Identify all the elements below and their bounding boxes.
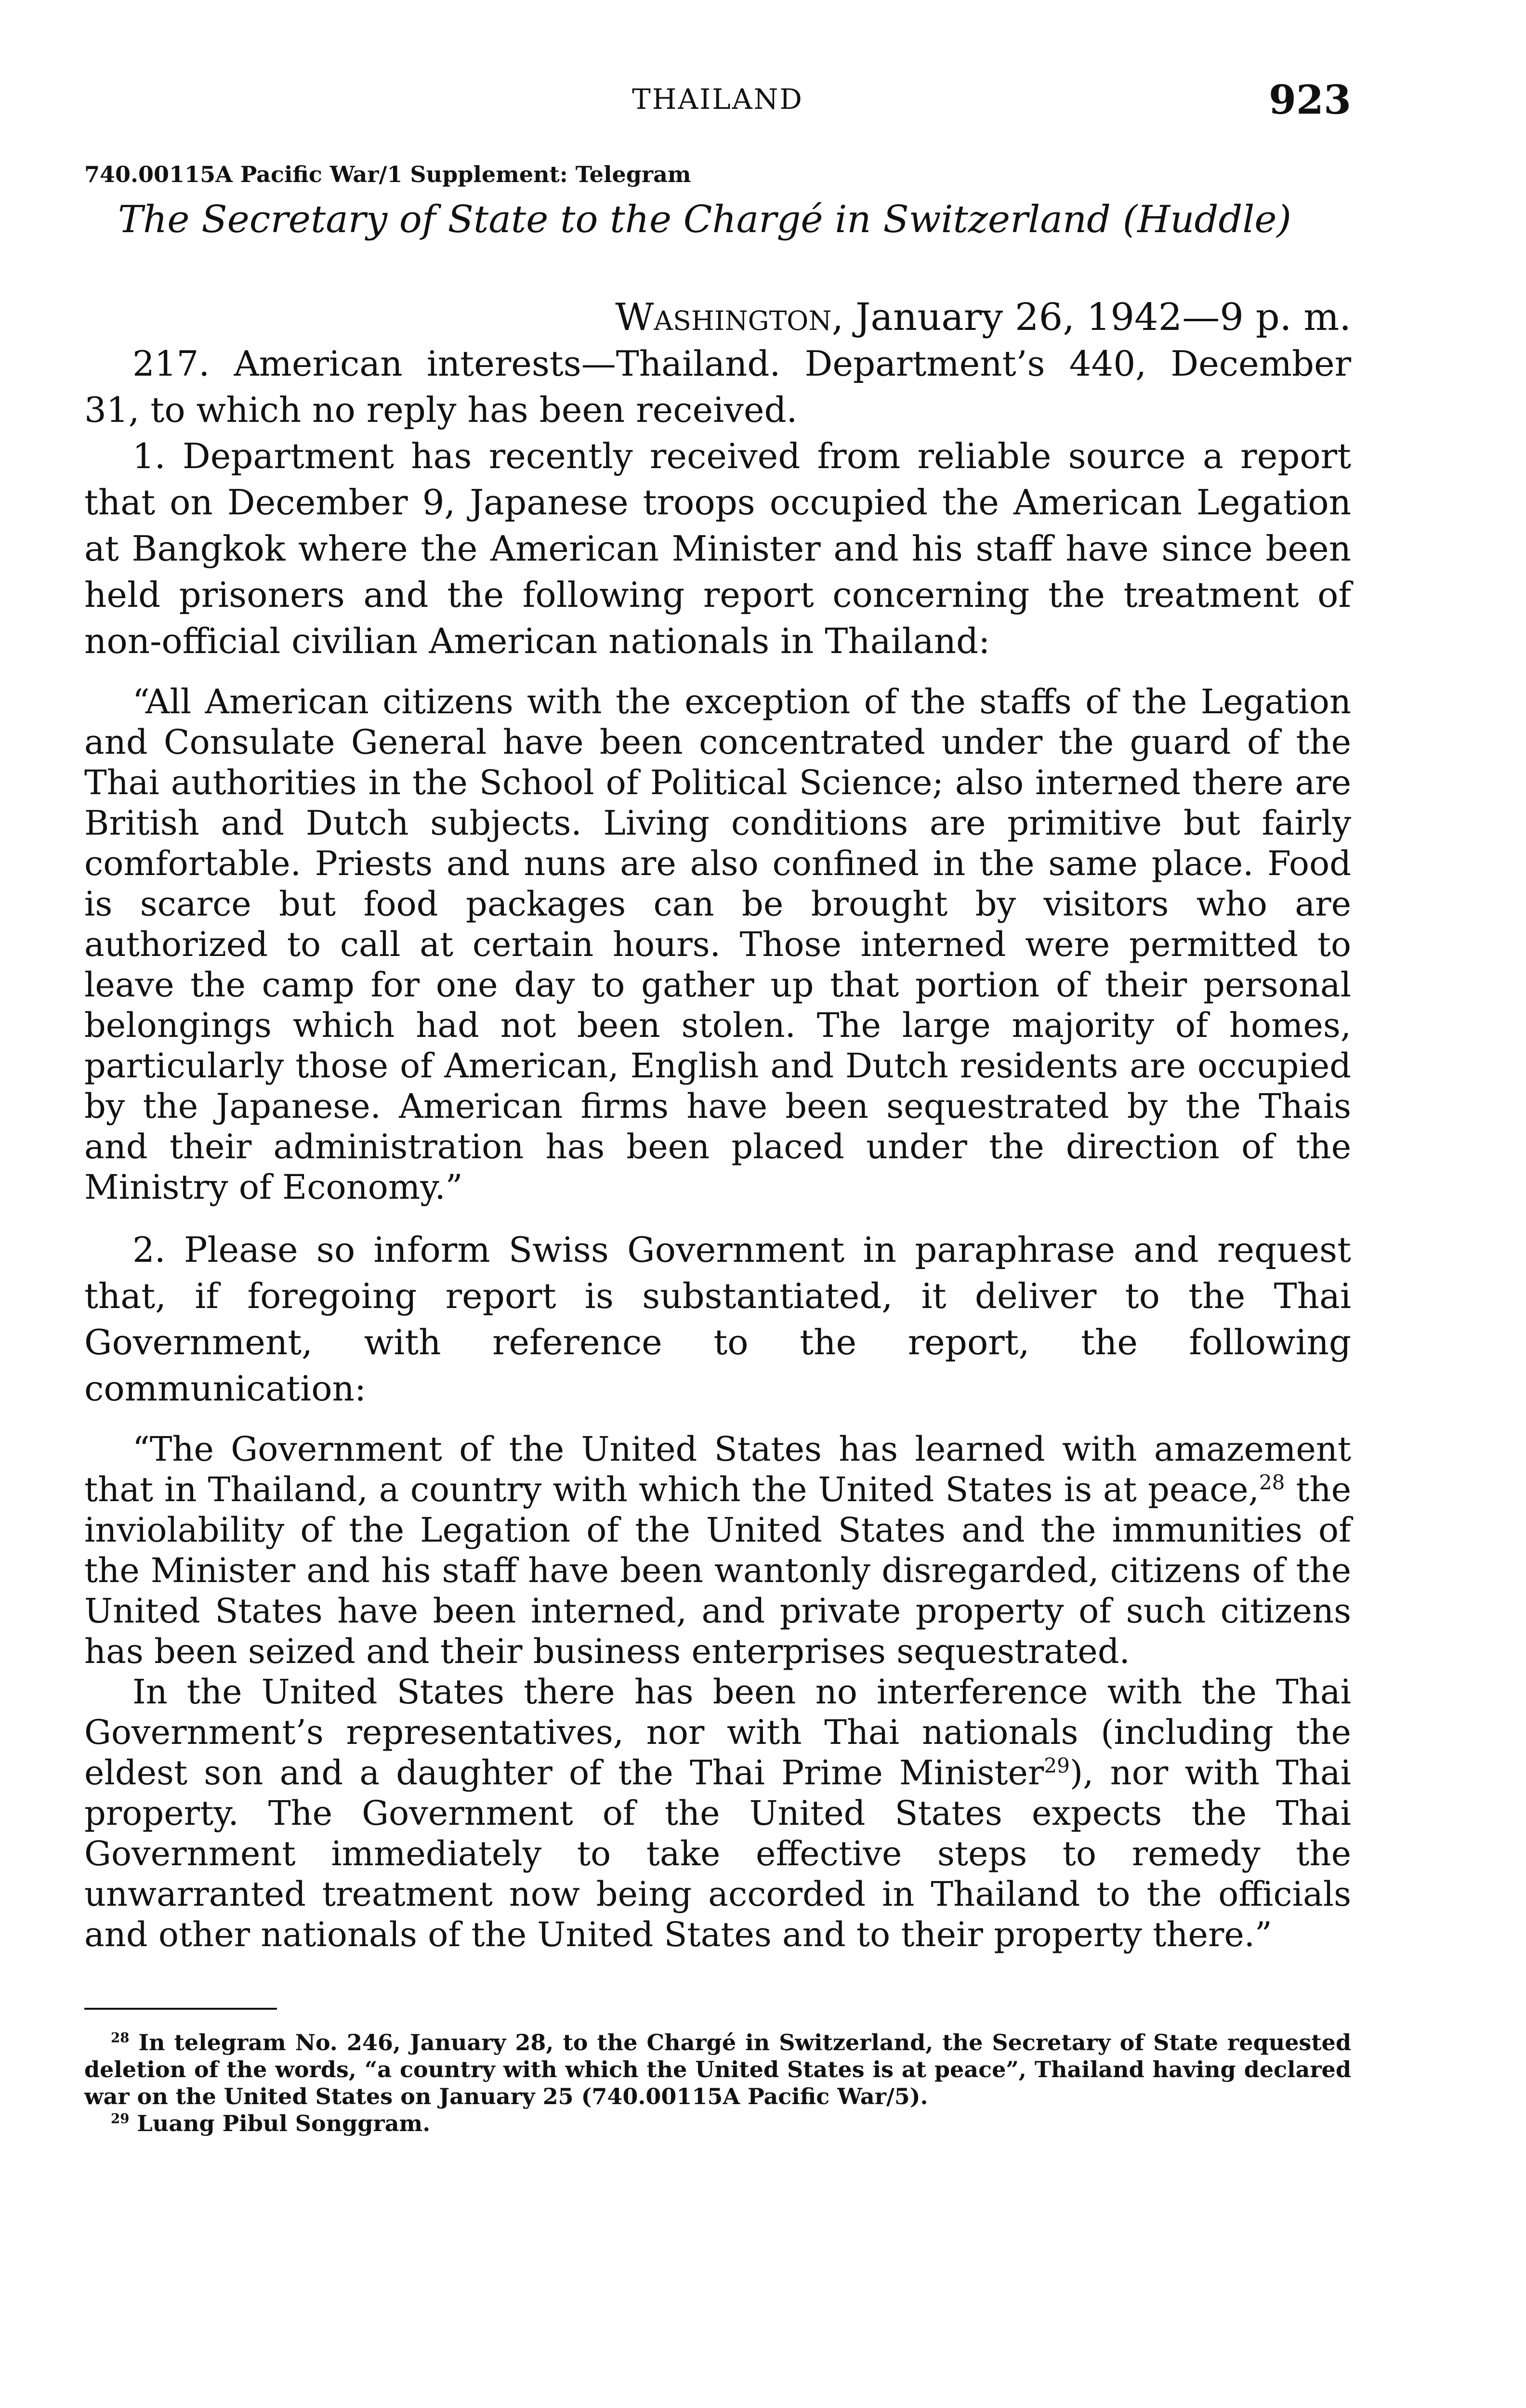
document-title: The Secretary of State to the Chargé in Switzerland (Huddle) [118, 198, 1291, 241]
paragraph-one: 1. Department has recently received from reliable source a report that on December 9, Japanese troops occupied the American Legation at Bangkok where the American Minister and his staff have since been held prisoners and the following report concerning the treatment of non-official civilian American nationals in Thailand: [84, 436, 1351, 661]
footnote-text: Luang Pibul Songgram. [129, 2110, 431, 2136]
dateline-date: , January 26, 1942—9 p. m. [831, 296, 1351, 339]
quoted-report [84, 681, 1351, 1207]
paragraph-intro: 217. American interests—Thailand. Department’s 440, December 31, to which no reply has been received. [84, 343, 1351, 430]
quoted-communication [84, 1429, 1351, 1955]
page-header [84, 77, 1351, 144]
communication-text: the inviolability of the Legation of the United States and the immunities of the Minister and his staff have been wantonly disregarded, citizens of the United States have been interned, and private property of such citizens has been seized and their business enterprises sequestrated. [84, 1470, 1351, 1671]
footnote-mark: 28 [111, 2029, 130, 2046]
communication-paragraph-2 [84, 1672, 1351, 1955]
document-page [84, 77, 1351, 2137]
footnote-28 [84, 2029, 1351, 2110]
communication-text: “The Government of the United States has learned with amazement that in Thailand, a country with which the United States is at peace, [84, 1429, 1351, 1509]
running-title: THAILAND [632, 83, 803, 116]
footnote-mark: 29 [111, 2110, 130, 2127]
quote-paragraph: “All American citizens with the exception of the staffs of the Legation and Consulate General have been concentrated under the guard of the Thai authorities in the School of Political Science; also interned there are British and Dutch subjects. Living conditions are primitive but fairly comfortable. Priests and nuns are also confined in the same place. Food is scarce but food packages can be brought by visitors who are authorized to call at certain hours. Those interned were permitted to leave the camp for one day to gather up that portion of their personal belongings which had not been stolen. The large majority of homes, particularly those of American, English and Dutch residents are occupied by the Japanese. American firms have been sequestrated by the Thais and their administration has been placed under the direction of the Ministry of Economy.” [84, 682, 1351, 1207]
dateline [84, 294, 1351, 340]
footnote-29 [84, 2110, 1351, 2137]
dateline-place: Washington [615, 296, 832, 339]
footnote-ref-28[interactable]: 28 [1259, 1470, 1285, 1494]
communication-text: ), nor with Thai property. The Government of the United States expects the Thai Government immediately to take effective steps to remedy the unwarranted treatment now being accorded in Thailand to the officials and other nationals of the United States and to their property there.” [84, 1753, 1351, 1954]
footnote-divider [84, 2008, 277, 2010]
paragraph-two: 2. Please so inform Swiss Government in paraphrase and request that, if foregoing report is substantiated, it deliver to the Thai Government, with reference to the report, the following communication: [84, 1230, 1351, 1409]
file-reference: 740.00115A Pacific War/1 Supplement: Telegram [84, 161, 691, 187]
page-number: 923 [1268, 77, 1351, 123]
communication-text: In the United States there has been no interference with the Thai Government’s representatives, nor with Thai nationals (including the eldest son and a daughter of the Thai Prime Minister [84, 1672, 1351, 1793]
footnote-ref-29[interactable]: 29 [1044, 1754, 1070, 1778]
footnote-text: In telegram No. 246, January 28, to the Chargé in Switzerland, the Secretary of State requested deletion of the words, “a country with which the United States is at peace”, Thailand having declared war on the United States on January 25 (740.00115A Pacific War/5). [84, 2029, 1351, 2109]
footnotes [84, 2029, 1351, 2137]
communication-paragraph-1 [84, 1429, 1351, 1672]
